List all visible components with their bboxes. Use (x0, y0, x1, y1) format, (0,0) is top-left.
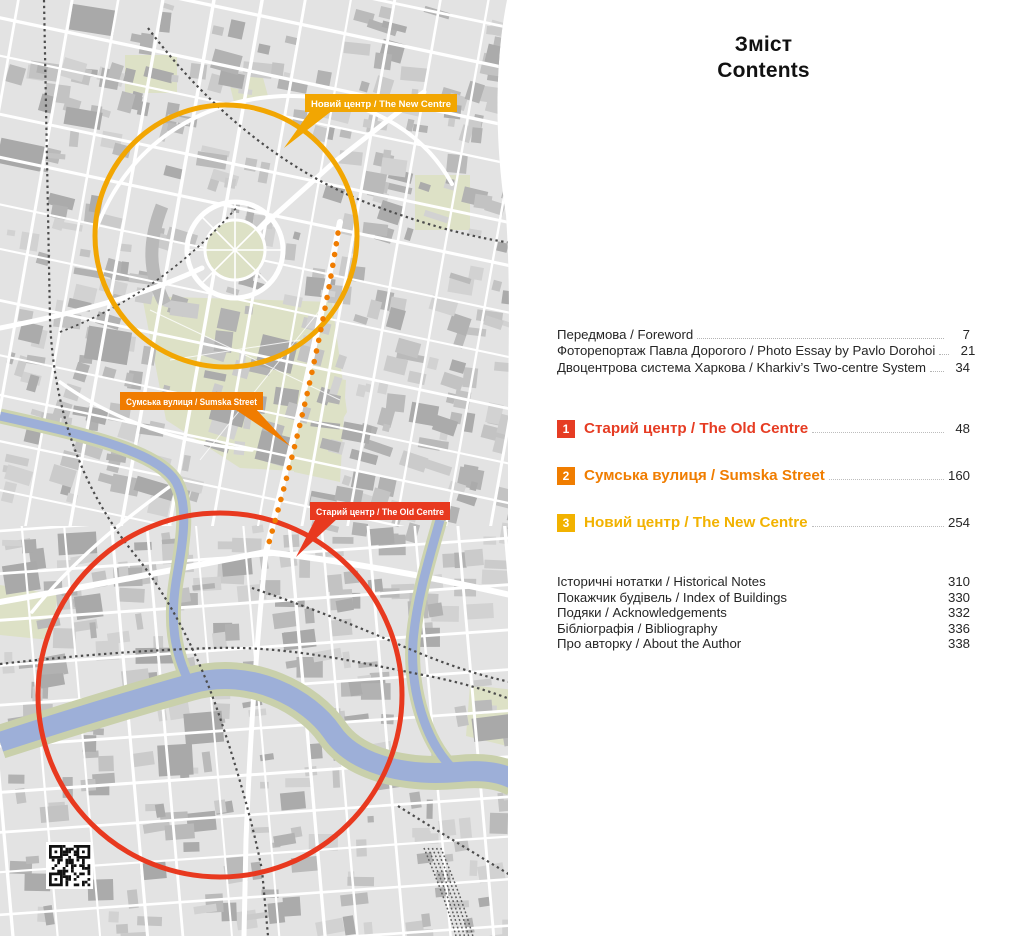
chapter-number-badge: 3 (557, 514, 575, 532)
toc-entry (557, 636, 970, 652)
sumska-street-label-text: Сумська вулиця / Sumska Street (126, 397, 258, 408)
dot-leader (812, 432, 944, 433)
chapter-title: Старий центр / The Old Centre (584, 420, 809, 437)
chapter-title: Новий центр / The New Centre (584, 514, 808, 531)
toc-entry-page: 332 (947, 605, 970, 621)
toc-entry-title: Історичні нотатки / Historical Notes (557, 574, 766, 589)
chapter-list (557, 420, 970, 561)
toc-entry (557, 360, 970, 376)
chapter-page: 254 (947, 515, 970, 530)
chapter-row-3 (557, 514, 970, 532)
page-title-uk: Зміст (734, 33, 793, 56)
chapter-number-badge: 2 (557, 467, 575, 485)
toc-entry-page: 7 (962, 327, 970, 342)
contents-page (557, 0, 976, 936)
toc-entry (557, 621, 970, 637)
chapter-title: Сумська вулиця / Sumska Street (584, 467, 825, 484)
toc-entry-page: 310 (947, 574, 970, 589)
dot-leader (812, 526, 944, 527)
new-centre-label-text: Новий центр / The New Centre (311, 99, 451, 110)
toc-entry-title: Подяки / Acknowledgements (557, 605, 727, 621)
dot-leader (697, 338, 944, 339)
toc-entry-page: 21 (960, 343, 976, 359)
page-title-en: Contents (717, 59, 810, 82)
freedom-square (187, 202, 283, 298)
toc-entry-page: 338 (947, 636, 970, 652)
qr-code-image (46, 842, 93, 889)
toc-entry (557, 327, 970, 343)
toc-entry (557, 574, 970, 590)
toc-entry-page: 34 (955, 359, 970, 375)
chapter-row-2 (557, 467, 970, 485)
dot-leader (829, 479, 944, 480)
toc-entry-title: Бібліографія / Bibliography (557, 620, 718, 636)
page-title (557, 32, 970, 84)
chapter-page: 160 (947, 468, 970, 483)
front-matter-list (557, 327, 976, 376)
toc-entry-title: Покажчик будівель / Index of Buildings (557, 589, 788, 605)
toc-entry (557, 343, 976, 359)
chapter-number-badge: 1 (557, 420, 575, 438)
dot-leader (939, 354, 949, 355)
toc-entry-title: Фоторепортаж Павла Дорогого / Photo Essay by Pavlo Dorohoi (557, 343, 936, 359)
toc-entry-title: Передмова / Foreword (557, 327, 694, 342)
dot-leader (930, 371, 944, 372)
toc-entry-page: 330 (947, 589, 970, 605)
old-centre-label-text: Старий центр / The Old Centre (316, 507, 444, 518)
chapter-page: 48 (955, 421, 970, 436)
chapter-row-1 (557, 420, 970, 438)
toc-entry (557, 605, 970, 621)
toc-entry-title: Двоцентрова система Харкова / Kharkiv’s Two-centre System (557, 359, 926, 375)
toc-entry-page: 336 (947, 620, 970, 636)
toc-entry (557, 590, 970, 606)
back-matter-list (557, 574, 970, 652)
toc-entry-title: Про авторку / About the Author (557, 636, 742, 652)
